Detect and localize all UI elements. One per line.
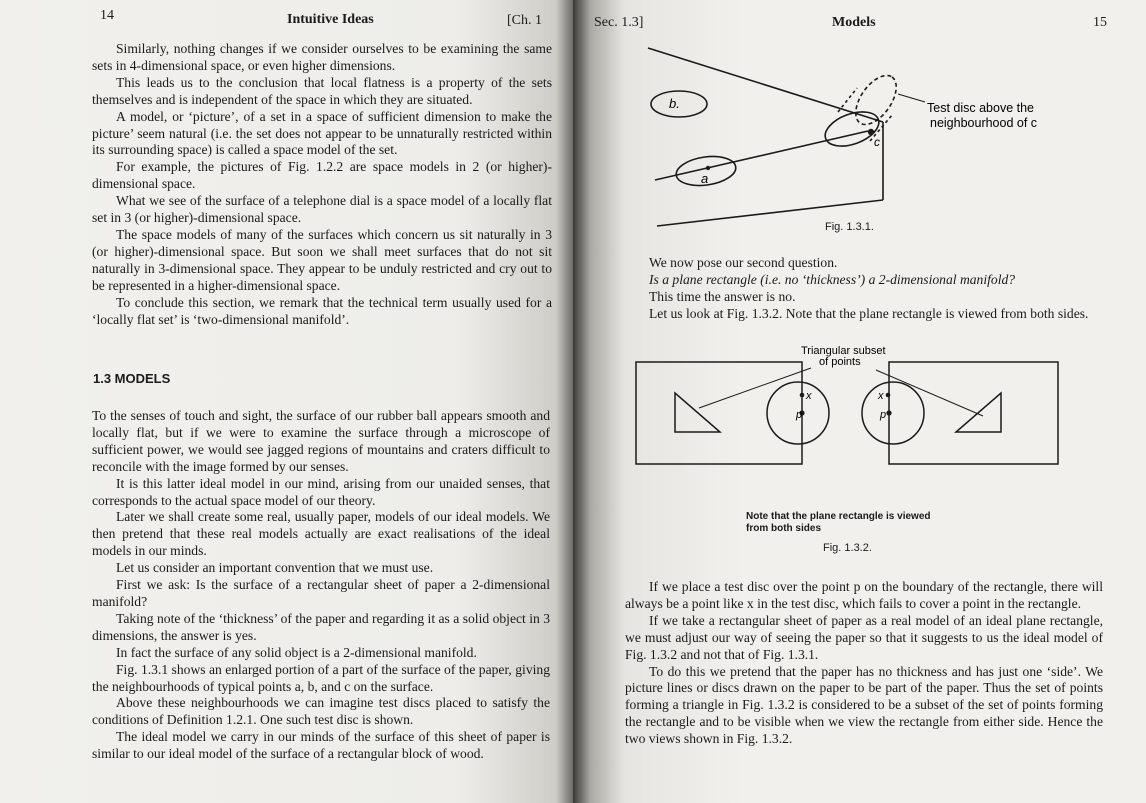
- right-mid-text: [625, 255, 1103, 323]
- paragraph: To do this we pretend that the paper has no thickness and has just one ‘side’. We picture lines or discs drawn on the paper to be part of the paper. Thus the set of points forming a triangle in Fig. 1.3.2 is considered to be a subset of the set of points forming the rectangle and to be visible when we view the rectangle from either side. Hence the two views shown in Fig. 1.3.2.: [625, 663, 1103, 747]
- left-section-text: [92, 408, 550, 763]
- figure-1-3-1-caption: Fig. 1.3.1.: [825, 221, 874, 233]
- left-top-text: [92, 41, 552, 328]
- paragraph: First we ask: Is the surface of a rectangular sheet of paper a 2-dimensional manifold?: [92, 577, 550, 609]
- paragraph: To the senses of touch and sight, the surface of our rubber ball appears smooth and locally flat, but if we were to examine the surface through a microscope of sufficient power, we would see jagged regions of mountains and craters difficult to reconcile with the image formed by our senses.: [92, 408, 550, 474]
- label-a: a: [701, 171, 709, 186]
- chapter-ref: [Ch. 1: [507, 13, 542, 28]
- label-x-left: x: [806, 390, 812, 402]
- running-title-left: Intuitive Ideas: [287, 12, 374, 27]
- point-x-left: [800, 393, 805, 398]
- test-disc: [848, 68, 905, 131]
- paragraph: If we place a test disc over the point p on the boundary of the rectangle, there will always be a point like x in the test disc, which fails to cover a point in the rectangle.: [625, 579, 1103, 611]
- subset-leader-right: [876, 370, 983, 416]
- triangle-left: [675, 393, 720, 432]
- paragraph: Taking note of the ‘thickness’ of the paper and regarding it as a solid object in 3 dimensions, the answer is yes.: [92, 610, 550, 643]
- paragraph: The ideal model we carry in our minds of the surface of this sheet of paper is similar to our ideal model of the surface of a rectangular block of wood.: [92, 729, 550, 762]
- point-a: [706, 166, 710, 170]
- note-line-2: from both sides: [746, 523, 822, 534]
- paragraph: For example, the pictures of Fig. 1.2.2 are space models in 2 (or higher)-dimensional space.: [92, 159, 552, 192]
- paragraph: Let us consider an important convention that we must use.: [116, 560, 434, 576]
- annotation-line-2: neighbourhood of c: [930, 116, 1038, 130]
- paragraph: Above these neighbourhoods we can imagine test discs placed to satisfy the conditions of Definition 1.2.1. One such test disc is shown.: [92, 695, 550, 728]
- subset-label-line-1: Triangular subset: [801, 345, 886, 357]
- subset-leader-left: [699, 368, 811, 408]
- annotation-leader: [898, 94, 925, 102]
- rectangle-back-view: [889, 362, 1058, 464]
- paragraph: What we see of the surface of a telephone dial is a space model of a locally flat set in 3 (or higher)-dimensional space.: [92, 193, 552, 226]
- right-bottom-text: [625, 579, 1103, 748]
- triangle-right: [956, 393, 1001, 432]
- page-number-right: 15: [1093, 15, 1107, 30]
- paragraph: It is this latter ideal model in our mind, arising from our unaided senses, that corresponds to the actual space model of our theory.: [92, 475, 550, 508]
- figure-1-3-2-caption: Fig. 1.3.2.: [823, 542, 872, 554]
- label-p-left: p: [796, 409, 803, 421]
- point-p-right: [886, 410, 891, 415]
- paragraph: Is a plane rectangle (i.e. no ‘thickness’) a 2-dimensional manifold?: [649, 271, 1016, 287]
- figure-1-3-1: [573, 0, 1146, 240]
- paragraph: Let us look at Fig. 1.3.2. Note that the plane rectangle is viewed from both sides.: [649, 305, 1089, 321]
- paragraph: Later we shall create some real, usually paper, models of our ideal models. We then pretend that these real models actually are exact realisations of the ideal models in our minds.: [92, 509, 550, 559]
- label-b: b.: [669, 96, 680, 111]
- paragraph: This time the answer is no.: [649, 288, 796, 304]
- test-disc-right: [862, 382, 924, 444]
- section-ref: Sec. 1.3]: [594, 15, 644, 30]
- note-line-1: Note that the plane rectangle is viewed: [746, 511, 931, 522]
- paragraph: A model, or ‘picture’, of a set in a space of sufficient dimension to make the picture’ seem natural (i.e. the set does not appear to be unnaturally restricted within its surrounding space) is called a space model of the set.: [92, 108, 552, 158]
- paragraph: Similarly, nothing changes if we consider ourselves to be examining the same sets in 4-dimensional space, or even higher dimensions.: [92, 41, 552, 73]
- paragraph: To conclude this section, we remark that the technical term usually used for a ‘locally flat set’ is ‘two-dimensional manifold’.: [92, 294, 552, 327]
- paragraph: This leads us to the conclusion that local flatness is a property of the sets themselves and is independent of the space in which they are situated.: [92, 74, 552, 107]
- surface-edge-top: [648, 48, 883, 122]
- label-c: c: [874, 135, 880, 149]
- running-title-right: Models: [832, 15, 876, 30]
- page-number-left: 14: [100, 8, 114, 23]
- figure-1-3-2-note: [746, 511, 931, 535]
- paragraph: If we take a rectangular sheet of paper as a real model of an ideal plane rectangle, we must adjust our way of seeing the paper so that it suggests to us the ideal model of Fig. 1.3.2 and not that of Fig. 1.3.1.: [625, 612, 1103, 662]
- paragraph: Fig. 1.3.1 shows an enlarged portion of a part of the surface of the paper, giving the neighbourhoods of typical points a, b, and c on the surface.: [92, 661, 550, 694]
- figure-1-3-2: [573, 340, 1146, 570]
- right-page: [573, 0, 1146, 803]
- subset-label-line-2: of points: [819, 356, 861, 368]
- paragraph: We now pose our second question.: [649, 255, 838, 270]
- rectangle-front-view: [636, 362, 802, 464]
- surface-crease: [655, 131, 868, 180]
- section-heading: 1.3 MODELS: [93, 371, 171, 386]
- label-x-right: x: [878, 390, 884, 402]
- point-x-right: [886, 393, 891, 398]
- paragraph: The space models of many of the surfaces which concern us sit naturally in 3 (or higher)-dimensional space. But soon we shall meet surfaces that do not sit naturally in 3-dimensional space. They appear to be unduly restricted and cry out to be represented in a higher-dimensional space.: [92, 226, 552, 293]
- annotation-line-1: Test disc above the: [927, 101, 1035, 115]
- paragraph: In fact the surface of any solid object is a 2-dimensional manifold.: [116, 644, 477, 660]
- label-p-right: p: [880, 409, 887, 421]
